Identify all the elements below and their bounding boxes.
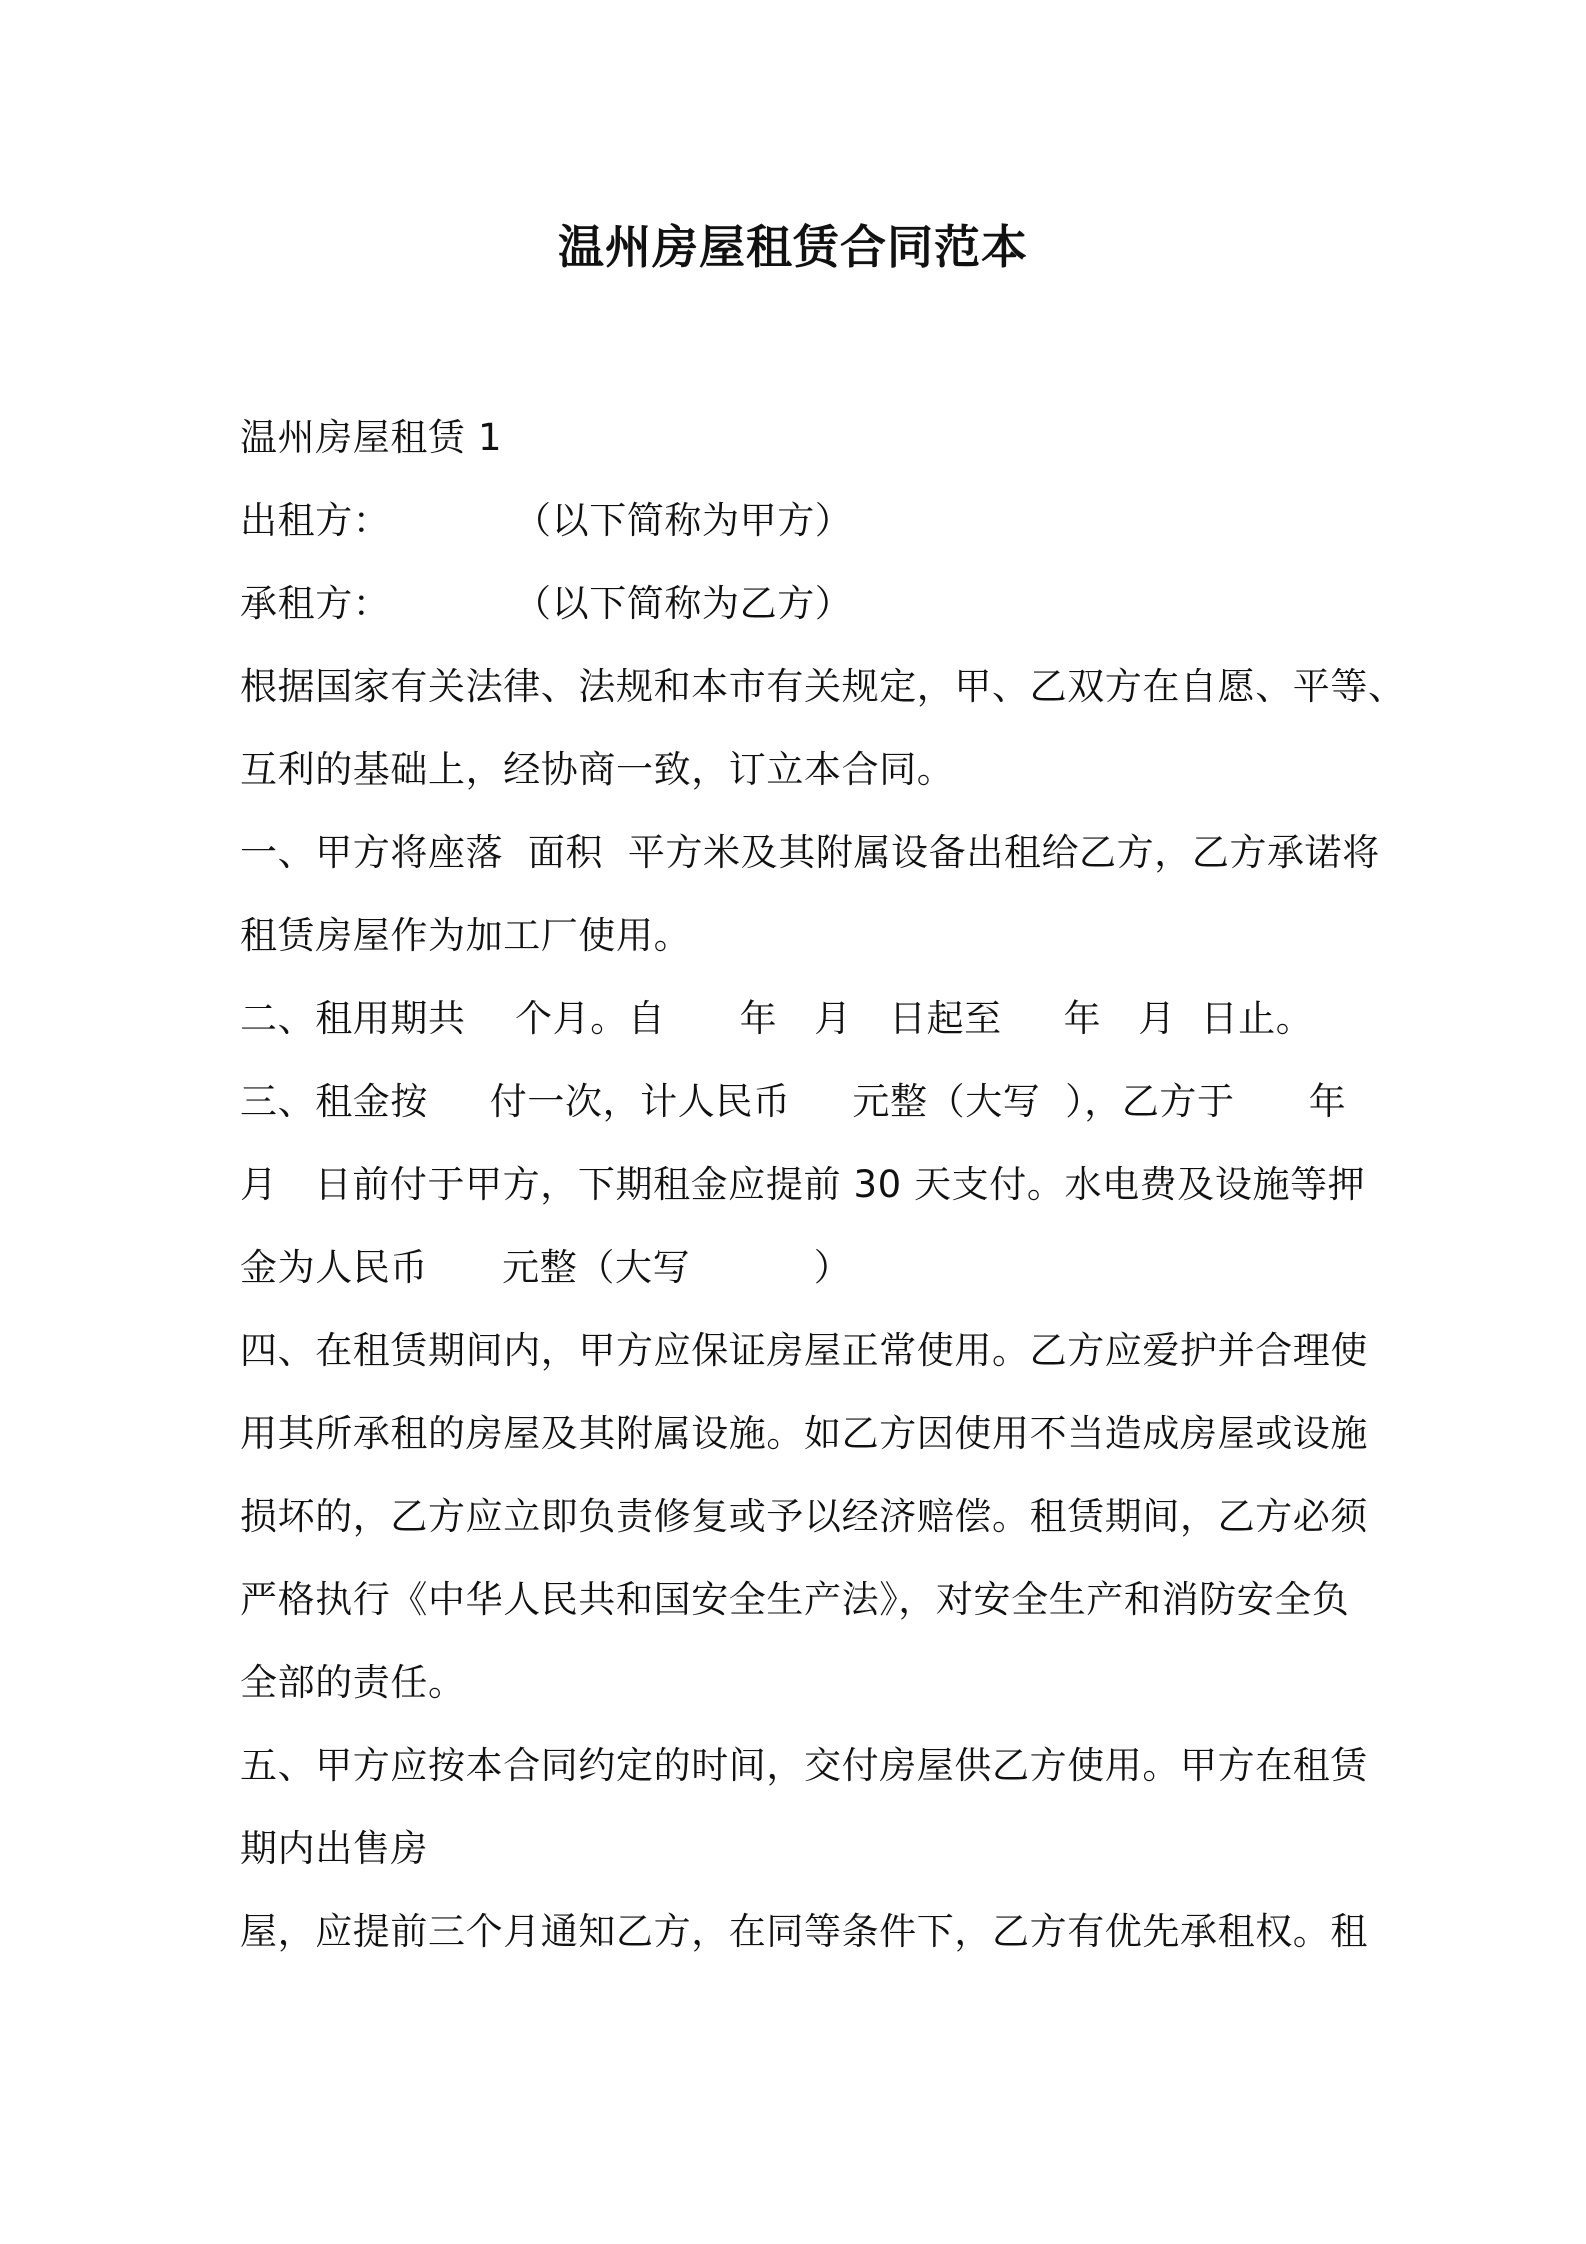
clause-4-line-1: 四、在租赁期间内，甲方应保证房屋正常使用。乙方应爱护并合理使 bbox=[240, 1329, 1368, 1372]
clause-3-line-2: 月 日前付于甲方，下期租金应提前 30 天支付。水电费及设施等押 bbox=[240, 1163, 1366, 1206]
document-title: 温州房屋租赁合同范本 bbox=[558, 220, 1028, 274]
clause-5-line-3: 屋，应提前三个月通知乙方，在同等条件下，乙方有优先承租权。租 bbox=[240, 1910, 1368, 1953]
clause-4-line-2: 用其所承租的房屋及其附属设施。如乙方因使用不当造成房屋或设施 bbox=[240, 1412, 1368, 1455]
clause-4-line-3: 损坏的，乙方应立即负责修复或予以经济赔偿。租赁期间，乙方必须 bbox=[240, 1495, 1368, 1538]
clause-1-line-2: 租赁房屋作为加工厂使用。 bbox=[240, 914, 692, 957]
clause-5-line-2: 期内出售房 bbox=[240, 1827, 428, 1870]
preamble-line-2: 互利的基础上，经协商一致，订立本合同。 bbox=[240, 748, 955, 791]
clause-1-line-1: 一、甲方将座落 面积 平方米及其附属设备出租给乙方，乙方承诺将 bbox=[240, 831, 1380, 874]
preamble-line-1: 根据国家有关法律、法规和本市有关规定，甲、乙双方在自愿、平等、 bbox=[240, 665, 1406, 708]
lessee-line: 承租方： （以下简称为乙方） bbox=[240, 582, 853, 625]
clause-3-line-3: 金为人民币 元整（大写 ） bbox=[240, 1246, 852, 1289]
clause-4-line-4: 严格执行《中华人民共和国安全生产法》，对安全生产和消防安全负 bbox=[240, 1578, 1350, 1621]
section-heading: 温州房屋租赁 1 bbox=[240, 416, 503, 459]
clause-5-line-1: 五、甲方应按本合同约定的时间，交付房屋供乙方使用。甲方在租赁 bbox=[240, 1744, 1368, 1787]
lessor-line: 出租方： （以下简称为甲方） bbox=[240, 499, 853, 542]
clause-4-line-5: 全部的责任。 bbox=[240, 1661, 466, 1704]
clause-2-line-1: 二、租用期共 个月。自 年 月 日起至 年 月 日止。 bbox=[240, 997, 1314, 1040]
clause-3-line-1: 三、租金按 付一次，计人民币 元整（大写 ），乙方于 年 bbox=[240, 1080, 1347, 1123]
